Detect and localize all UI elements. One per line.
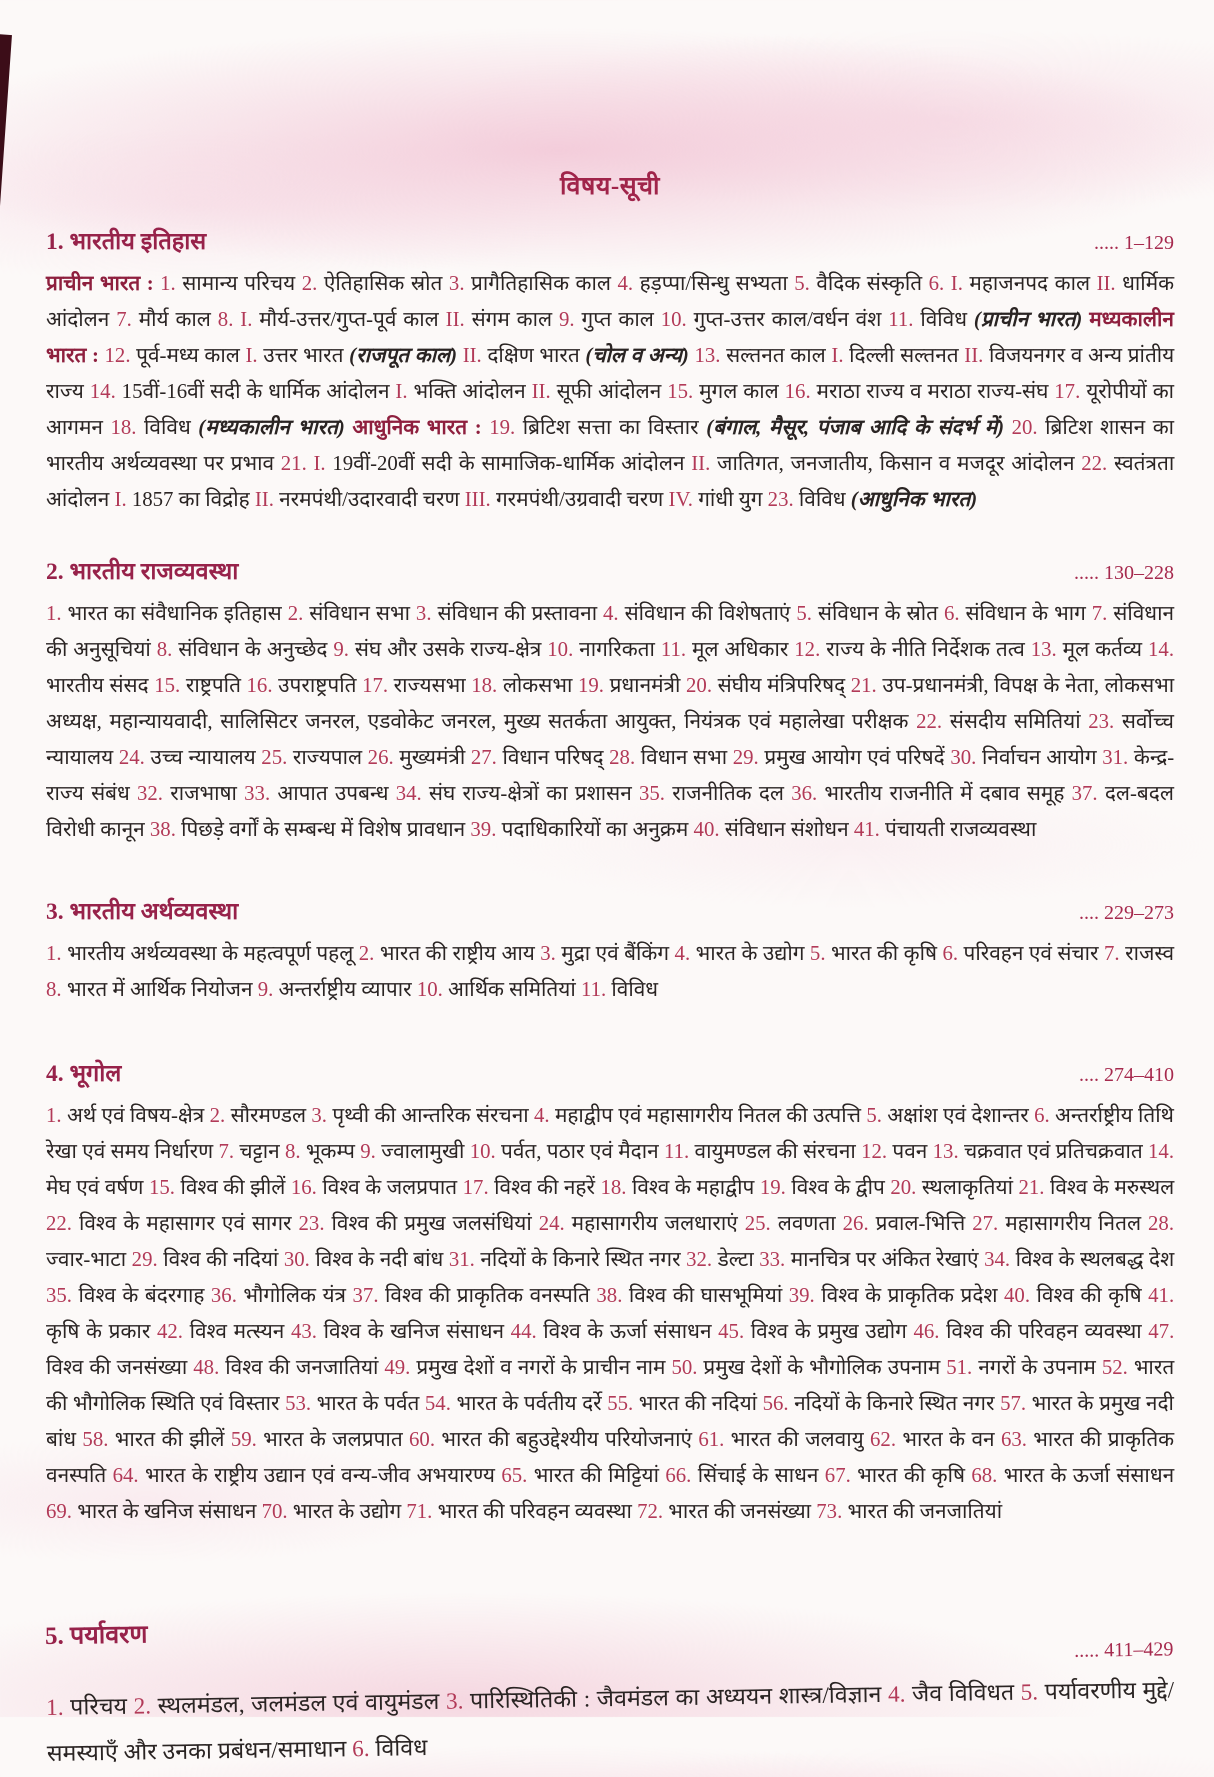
topic-number: 59. (230, 1428, 257, 1451)
topic-number: 2. (209, 1104, 226, 1127)
topic-number: 1. (45, 1694, 64, 1721)
topic-number: 31. (1102, 746, 1129, 769)
section-environment (45, 1600, 1175, 1777)
topic-number: 71. (406, 1500, 433, 1523)
topic-number: 36. (791, 782, 818, 805)
topic-number: 9. (257, 978, 274, 1001)
topic-number: 3. (445, 1688, 464, 1715)
topic-number: II. (691, 452, 711, 475)
topic-number: 32. (137, 782, 163, 805)
topic-number: 11. (663, 1140, 690, 1163)
topic-number: 5. (1020, 1679, 1039, 1706)
topic-number: 39. (788, 1284, 815, 1307)
topic-number: 26. (842, 1212, 869, 1235)
topic-number: 23. (1088, 710, 1115, 733)
topic-number: 22. (1081, 452, 1108, 475)
topic-number: 30. (950, 746, 977, 769)
topic-number: 20. (686, 674, 713, 697)
section-title: 3. भारतीय अर्थव्यवस्था (46, 899, 239, 925)
topic-number: 65. (501, 1464, 528, 1487)
topic-number: 11. (580, 978, 607, 1001)
topic-number: 16. (246, 674, 273, 697)
topic-number: 10. (660, 308, 687, 331)
topic-number: 56. (762, 1392, 789, 1415)
inline-subheading: मध्यकालीन भारत : (46, 308, 1174, 367)
topic-number: 19. (489, 416, 516, 439)
topic-number: 13. (1030, 638, 1057, 661)
topic-number: 27. (470, 746, 497, 769)
topic-number: 35. (638, 782, 665, 805)
topic-number: 6. (351, 1735, 370, 1763)
section-page-range: .... 274–410 (1079, 1064, 1174, 1086)
topic-number: 8. (156, 638, 173, 661)
topic-number: 45. (718, 1320, 745, 1343)
topic-number: 57. (1000, 1392, 1027, 1415)
topic-number: 38. (149, 818, 176, 841)
topic-number: 52. (1101, 1356, 1128, 1379)
topic-number: 10. (469, 1140, 496, 1163)
topic-number: 4. (533, 1104, 550, 1127)
topic-number: I. (950, 272, 963, 295)
topic-number: I. (114, 488, 127, 511)
topic-number: 39. (470, 818, 497, 841)
inline-italic-note: (मध्यकालीन भारत) (198, 416, 345, 439)
topic-number: 20. (1011, 416, 1038, 439)
topic-number: 37. (352, 1284, 379, 1307)
topic-number: I. (240, 308, 253, 331)
section-heading-row (46, 554, 1174, 586)
topic-number: 37. (1071, 782, 1098, 805)
topic-number: 8. (285, 1140, 301, 1163)
section-page-range: ..... 411–429 (1073, 1638, 1174, 1662)
topic-number: 10. (416, 978, 443, 1001)
topic-number: II. (531, 380, 551, 403)
topic-number: 4. (674, 942, 691, 965)
section-title: 5. पर्यावरण (44, 1621, 148, 1651)
section-history (46, 224, 1174, 518)
topic-number: 10. (547, 638, 574, 661)
section-topics: 1. भारतीय अर्थव्यवस्था के महत्वपूर्ण पहलू 2. भारत की राष्ट्रीय आय 3. मुद्रा एवं बैंकिंग 4. भारत के उद्योग 5. भारत की कृषि 6. परिवहन एवं संचार 7. राजस्व 8. भारत में आर्थिक नियोजन 9. अन्तर्राष्ट्रीय व्यापार 10. आर्थिक समितियां 11. विविध (46, 942, 1175, 1001)
topic-number: 51. (946, 1356, 973, 1379)
topic-number: 50. (671, 1356, 698, 1379)
topic-number: 9. (559, 308, 575, 331)
topic-number: 34. (395, 782, 422, 805)
topic-number: 6. (942, 942, 959, 965)
topic-number: 28. (1148, 1212, 1175, 1235)
topic-number: 53. (285, 1392, 312, 1415)
section-page-range: .... 229–273 (1079, 902, 1174, 924)
topic-number: 72. (637, 1500, 664, 1523)
topic-number: 68. (971, 1464, 998, 1487)
section-economy (46, 894, 1174, 1008)
topic-number: 15. (154, 674, 181, 697)
topic-number: 6. (928, 272, 945, 295)
section-topics: प्राचीन भारत : 1. सामान्य परिचय 2. ऐतिहासिक स्रोत 3. प्रागैतिहासिक काल 4. हड़प्पा/सिन्धु सभ्यता 5. वैदिक संस्कृति 6. I. महाजनपद काल II. धार्मिक आंदोलन 7. मौर्य काल 8. I. मौर्य-उत्तर/गुप्त-पूर्व काल II. संगम काल 9. गुप्त काल 10. गुप्त-उत्तर काल/वर्धन वंश 11. विविध (प्राचीन भारत) मध्यकालीन भारत : 12. पूर्व-मध्य काल I. उत्तर भारत (राजपूत काल) II. दक्षिण भारत (चोल व अन्य) 13. सल्तनत काल I. दिल्ली सल्तनत II. विजयनगर व अन्य प्रांतीय राज्य 14. 15वीं-16वीं सदी के धार्मिक आंदोलन I. भक्ति आंदोलन II. सूफी आंदोलन 15. मुगल काल 16. मराठा राज्य व मराठा राज्य-संघ 17. यूरोपीयों का आगमन 18. विविध (मध्यकालीन भारत) आधुनिक भारत : 19. ब्रिटिश सत्ता का विस्तार (बंगाल, मैसूर, पंजाब आदि के संदर्भ में) 20. ब्रिटिश शासन का भारतीय अर्थव्यवस्था पर प्रभाव 21. I. 19वीं-20वीं सदी के सामाजिक-धार्मिक आंदोलन II. जातिगत, जनजातीय, किसान व मजदूर आंदोलन 22. स्वतंत्रता आंदोलन I. 1857 का विद्रोह II. नरमपंथी/उदारवादी चरण III. गरमपंथी/उग्रवादी चरण IV. गांधी युग 23. विविध (आधुनिक भारत) (46, 272, 1175, 511)
topic-number: 41. (1148, 1284, 1175, 1307)
topic-number: 1. (46, 602, 62, 625)
section-geography (46, 1056, 1174, 1530)
section-title: 1. भारतीय इतिहास (46, 229, 207, 255)
topic-number: 18. (600, 1176, 627, 1199)
topic-number: 2. (287, 602, 304, 625)
topic-number: I. (313, 452, 326, 475)
topic-number: 12. (861, 1140, 888, 1163)
section-heading-row (46, 224, 1174, 256)
topic-number: 7. (218, 1140, 235, 1163)
topic-number: 70. (261, 1500, 288, 1523)
topic-number: 73. (816, 1500, 843, 1523)
topic-number: 36. (210, 1284, 237, 1307)
topic-number: 24. (538, 1212, 565, 1235)
topic-number: 4. (617, 272, 634, 295)
topic-number: 55. (607, 1392, 634, 1415)
section-topics: 1. भारत का संवैधानिक इतिहास 2. संविधान सभा 3. संविधान की प्रस्तावना 4. संविधान की विशेषताएं 5. संविधान के स्रोत 6. संविधान के भाग 7. संविधान की अनुसूचियां 8. संविधान के अनुच्छेद 9. संघ और उसके राज्य-क्षेत्र 10. नागरिकता 11. मूल अधिकार 12. राज्य के नीति निर्देशक तत्व 13. मूल कर्तव्य 14. भारतीय संसद 15. राष्ट्रपति 16. उपराष्ट्रपति 17. राज्यसभा 18. लोकसभा 19. प्रधानमंत्री 20. संघीय मंत्रिपरिषद् 21. उप-प्रधानमंत्री, विपक्ष के नेता, लोकसभा अध्यक्ष, महान्यायवादी, सालिसिटर जनरल, एडवोकेट जनरल, मुख्य सतर्कता आयुक्त, नियंत्रक एवं महालेखा परीक्षक 22. संसदीय समितियां 23. सर्वोच्च न्यायालय 24. उच्च न्यायालय 25. राज्यपाल 26. मुख्यमंत्री 27. विधान परिषद् 28. विधान सभा 29. प्रमुख आयोग एवं परिषदें 30. निर्वाचन आयोग 31. केन्द्र-राज्य संबंध 32. राजभाषा 33. आपात उपबन्ध 34. संघ राज्य-क्षेत्रों का प्रशासन 35. राजनीतिक दल 36. भारतीय राजनीति में दबाव समूह 37. दल-बदल विरोधी कानून 38. पिछड़े वर्गों के सम्बन्ध में विशेष प्रावधान 39. पदाधिकारियों का अनुक्रम 40. संविधान संशोधन 41. पंचायती राजव्यवस्था (46, 602, 1175, 841)
topic-number: 41. (853, 818, 880, 841)
topic-number: 2. (133, 1693, 152, 1720)
topic-number: 11. (660, 638, 687, 661)
topic-number: 22. (916, 710, 943, 733)
topic-number: 8. (46, 978, 62, 1001)
topic-number: 19. (577, 674, 604, 697)
topic-number: 18. (110, 416, 137, 439)
topic-number: 18. (471, 674, 498, 697)
topic-number: II. (1096, 272, 1116, 295)
topic-number: 33. (759, 1248, 786, 1271)
topic-number: II. (462, 344, 482, 367)
topic-number: 23. (767, 488, 794, 511)
topic-number: 7. (116, 308, 132, 331)
topic-number: 42. (156, 1320, 183, 1343)
topic-number: 21. (1018, 1176, 1045, 1199)
topic-number: 43. (290, 1320, 317, 1343)
topic-number: 28. (609, 746, 636, 769)
topic-number: 1. (46, 942, 62, 965)
topic-number: 26. (367, 746, 394, 769)
topic-number: 15. (148, 1176, 175, 1199)
topic-number: 19. (759, 1176, 786, 1199)
inline-subheading: प्राचीन भारत : (46, 272, 154, 295)
topic-number: 40. (1004, 1284, 1031, 1307)
topic-number: 25. (261, 746, 288, 769)
topic-number: 7. (1104, 942, 1120, 965)
topic-number: 21. (850, 674, 877, 697)
topic-number: 13. (932, 1140, 959, 1163)
section-heading-row (46, 1056, 1174, 1088)
topic-number: 2. (301, 272, 318, 295)
inline-italic-note: (प्राचीन भारत) (973, 308, 1083, 331)
section-heading-row (46, 894, 1174, 926)
topic-number: 12. (104, 344, 131, 367)
topic-number: 5. (809, 942, 826, 965)
inline-italic-note: (बंगाल, मैसूर, पंजाब आदि के संदर्भ में) (706, 416, 1005, 439)
topic-number: 20. (890, 1176, 917, 1199)
topic-number: 33. (244, 782, 271, 805)
topic-number: 5. (796, 602, 812, 625)
topic-number: 29. (732, 746, 759, 769)
topic-number: 47. (1148, 1320, 1175, 1343)
topic-number: 9. (360, 1140, 376, 1163)
topic-number: 54. (424, 1392, 451, 1415)
topic-number: 1. (160, 272, 176, 295)
topic-number: 17. (1054, 380, 1081, 403)
topic-number: 27. (972, 1212, 999, 1235)
topic-number: 30. (283, 1248, 310, 1271)
inline-italic-note: (राजपूत काल) (349, 344, 458, 367)
topic-number: 25. (744, 1212, 771, 1235)
topic-number: 46. (913, 1320, 940, 1343)
section-title: 2. भारतीय राजव्यवस्था (46, 559, 239, 585)
inline-italic-note: (आधुनिक भारत) (850, 488, 978, 511)
topic-number: 17. (362, 674, 389, 697)
section-topics: 1. अर्थ एवं विषय-क्षेत्र 2. सौरमण्डल 3. पृथ्वी की आन्तरिक संरचना 4. महाद्वीप एवं महासागरीय नितल की उत्पत्ति 5. अक्षांश एवं देशान्तर 6. अन्तर्राष्ट्रीय तिथि रेखा एवं समय निर्धारण 7. चट्टान 8. भूकम्प 9. ज्वालामुखी 10. पर्वत, पठार एवं मैदान 11. वायुमण्डल की संरचना 12. पवन 13. चक्रवात एवं प्रतिचक्रवात 14. मेघ एवं वर्षण 15. विश्व की झीलें 16. विश्व के जलप्रपात 17. विश्व की नहरें 18. विश्व के महाद्वीप 19. विश्व के द्वीप 20. स्थलाकृतियां 21. विश्व के मरुस्थल 22. विश्व के महासागर एवं सागर 23. विश्व की प्रमुख जलसंधियां 24. महासागरीय जलधाराएं 25. लवणता 26. प्रवाल-भित्ति 27. महासागरीय नितल 28. ज्वार-भाटा 29. विश्व की नदियां 30. विश्व के नदी बांध 31. नदियों के किनारे स्थित नगर 32. डेल्टा 33. मानचित्र पर अंकित रेखाएं 34. विश्व के स्थलबद्ध देश 35. विश्व के बंदरगाह 36. भौगोलिक यंत्र 37. विश्व की प्राकृतिक वनस्पति 38. विश्व की घासभूमियां 39. विश्व के प्राकृतिक प्रदेश 40. विश्व की कृषि 41. कृषि के प्रकार 42. विश्व मत्स्यन 43. विश्व के खनिज संसाधन 44. विश्व के ऊर्जा संसाधन 45. विश्व के प्रमुख उद्योग 46. विश्व की परिवहन व्यवस्था 47. विश्व की जनसंख्या 48. विश्व की जनजातियां 49. प्रमुख देशों व नगरों के प्राचीन नाम 50. प्रमुख देशों के भौगोलिक उपनाम 51. नगरों के उपनाम 52. भारत की भौगोलिक स्थिति एवं विस्तार 53. भारत के पर्वत 54. भारत के पर्वतीय दर्रे 55. भारत की नदियां 56. नदियों के किनारे स्थित नगर 57. भारत के प्रमुख नदी बांध 58. भारत की झीलें 59. भारत के जलप्रपात 60. भारत की बहुउद्देश्यीय परियोजनाएं 61. भारत की जलवायु 62. भारत के वन 63. भारत की प्राकृतिक वनस्पति 64. भारत के राष्ट्रीय उद्यान एवं वन्य-जीव अभयारण्य 65. भारत की मिट्टियां 66. सिंचाई के साधन 67. भारत की कृषि 68. भारत के ऊर्जा संसाधन 69. भारत के खनिज संसाधन 70. भारत के उद्योग 71. भारत की परिवहन व्यवस्था 72. भारत की जनसंख्या 73. भारत की जनजातियां (46, 1104, 1175, 1523)
topic-number: 5. (866, 1104, 882, 1127)
topic-number: 63. (1000, 1428, 1027, 1451)
topic-number: 17. (462, 1176, 489, 1199)
topic-number: 8. (217, 308, 234, 331)
topic-number: 24. (118, 746, 145, 769)
topic-number: 66. (665, 1464, 692, 1487)
topic-number: 9. (333, 638, 349, 661)
topic-number: I. (831, 344, 844, 367)
section-page-range: ..... 1–129 (1094, 232, 1174, 254)
topic-number: 40. (693, 818, 720, 841)
inline-subheading: आधुनिक भारत : (352, 416, 482, 439)
topic-number: 6. (943, 602, 960, 625)
topic-number: III. (464, 488, 491, 511)
topic-number: 3. (415, 602, 432, 625)
topic-number: 32. (686, 1248, 713, 1271)
topic-number: II. (445, 308, 465, 331)
topic-number: I. (245, 344, 258, 367)
topic-number: 61. (698, 1428, 725, 1451)
topic-number: 23. (298, 1212, 325, 1235)
topic-number: 3. (540, 942, 556, 965)
topic-number: 38. (596, 1284, 623, 1307)
topic-number: 44. (510, 1320, 537, 1343)
inline-italic-note: (चोल व अन्य) (585, 344, 689, 367)
topic-number: 67. (824, 1464, 851, 1487)
topic-number: 14. (89, 380, 116, 403)
topic-number: 62. (870, 1428, 897, 1451)
topic-number: 13. (694, 344, 721, 367)
topic-number: 11. (888, 308, 914, 331)
topic-number: 21. (280, 452, 307, 475)
section-title: 4. भूगोल (46, 1061, 122, 1087)
topic-number: IV. (668, 488, 693, 511)
topic-number: 1. (46, 1104, 62, 1127)
topic-number: 2. (358, 942, 375, 965)
topic-number: 3. (311, 1104, 328, 1127)
page-title: विषय-सूची (560, 173, 660, 200)
topic-number: 60. (409, 1428, 436, 1451)
topic-number: II. (964, 344, 984, 367)
topic-number: II. (254, 488, 274, 511)
section-page-range: ..... 130–228 (1074, 562, 1174, 584)
topic-number: 14. (1148, 1140, 1175, 1163)
topic-number: 7. (1091, 602, 1108, 625)
section-topics: 1. परिचय 2. स्थलमंडल, जलमंडल एवं वायुमंडल 3. पारिस्थितिकी : जैवमंडल का अध्ययन शास्त्र/विज्ञान 4. जैव विविधत 5. पर्यावरणीय मुद्दे/समस्याएँ और उनका प्रबंधन/समाधान 6. विविध (45, 1677, 1175, 1767)
topic-number: 14. (1148, 638, 1175, 661)
topic-number: 49. (384, 1356, 411, 1379)
topic-number: 6. (1034, 1104, 1050, 1127)
topic-number: 29. (131, 1248, 158, 1271)
topic-number: 35. (46, 1284, 72, 1307)
topic-number: 22. (46, 1212, 72, 1235)
topic-number: 4. (887, 1681, 906, 1708)
topic-number: I. (395, 380, 408, 403)
section-polity (46, 554, 1174, 848)
topic-number: 31. (448, 1248, 475, 1271)
topic-number: 16. (290, 1176, 317, 1199)
topic-number: 48. (193, 1356, 220, 1379)
topic-number: 69. (46, 1500, 72, 1523)
topic-number: 3. (448, 272, 465, 295)
topic-number: 34. (984, 1248, 1011, 1271)
topic-number: 16. (784, 380, 811, 403)
topic-number: 4. (603, 602, 619, 625)
topic-number: 5. (794, 272, 810, 295)
topic-number: 58. (82, 1428, 109, 1451)
topic-number: 15. (667, 380, 694, 403)
topic-number: 64. (112, 1464, 139, 1487)
toc-sections (46, 224, 1174, 1777)
topic-number: 12. (794, 638, 821, 661)
